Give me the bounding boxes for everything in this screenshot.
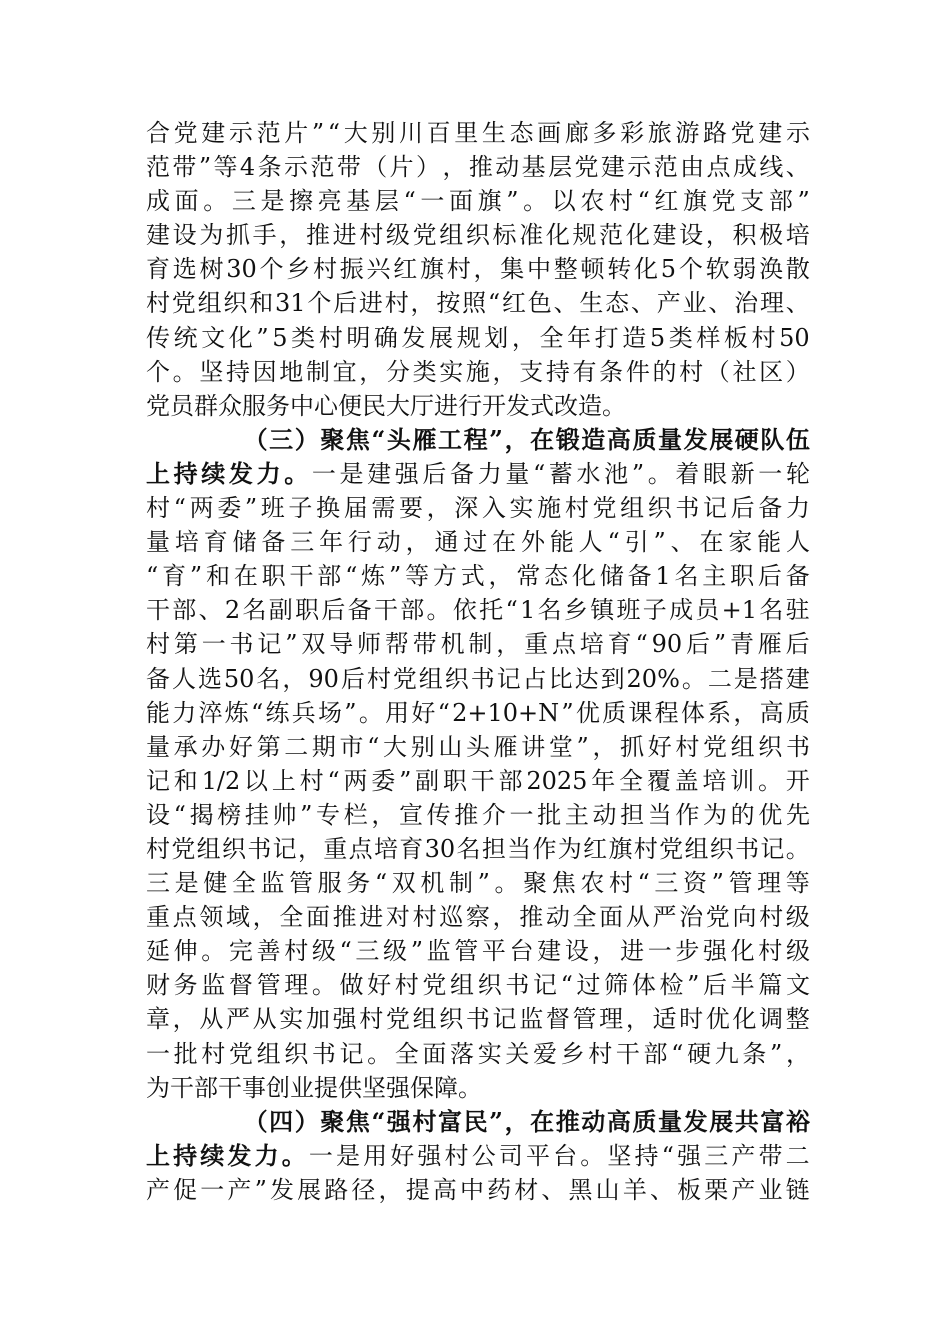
text-line: 量 承 办 好 第 二 期 市 “ 大 别 山 头 雁 讲 堂 ” ， 抓 好 村 党 组 织 书	[146, 732, 810, 761]
text-line: 建 设 为 抓 手 ， 推 进 村 级 党 组 织 标 准 化 规 范 化 建 设 ， 积 极 培	[146, 221, 810, 250]
text-line: 育 选 树 30 个 乡 村 振 兴 红 旗 村 ， 集 中 整 顿 转 化 5 个 软 弱 涣 散	[146, 255, 810, 284]
text-line: 产 促 一 产 ” 发 展 路 径 ， 提 高 中 药 材 、 黑 山 羊 、 板 栗 产 业 链	[146, 1175, 810, 1204]
text-line: （ 三 ） 聚 焦 “ 头 雁 工 程 ” ， 在 锻 造 高 质 量 发 展 硬 队 伍	[243, 424, 810, 454]
text-line: 三 是 健 全 监 管 服 务 “ 双 机 制 ” 。 聚 焦 农 村 “ 三 资 ” 管 理 等	[146, 869, 810, 898]
text-line: 备 人 选 50 名 ， 90 后 村 党 组 织 书 记 占 比 达 到 20% 。 二 是 搭 建	[146, 664, 810, 693]
text-line: 党员群众服务中心便民大厅进行开发式改造。	[146, 391, 626, 420]
text-line: 一 批 村 党 组 织 书 记 。 全 面 落 实 关 爱 乡 村 干 部 “ 硬 九 条 ” ，	[146, 1039, 810, 1068]
text-line: 重 点 领 域 ， 全 面 推 进 对 村 巡 察 ， 推 动 全 面 从 严 治 党 向 村 级	[146, 903, 810, 932]
text-line: 范 带 ” 等 4 条 示 范 带 （ 片 ） ， 推 动 基 层 党 建 示 范 由 点 成 线 、	[146, 153, 810, 182]
text-line: 村 “ 两 委 ” 班 子 换 届 需 要 ， 深 入 实 施 村 党 组 织 书 记 后 备 力	[146, 494, 810, 523]
text-line: 个 。 坚 持 因 地 制 宜 ， 分 类 实 施 ， 支 持 有 条 件 的 村 （ 社 区 ）	[146, 357, 810, 386]
text-line: “ 育 ” 和 在 职 干 部 “ 炼 ” 等 方 式 ， 常 态 化 储 备 1 名 主 职 后 备	[146, 562, 810, 591]
text-line: 合 党 建 示 范 片 ” “ 大 别 川 百 里 生 态 画 廊 多 彩 旅 游 路 党 建 示	[146, 119, 810, 147]
text-line: 量 培 育 储 备 三 年 行 动 ， 通 过 在 外 能 人 “ 引 ” 、 在 家 能 人	[146, 528, 810, 557]
text-line: 干 部 、 2 名 副 职 后 备 干 部 。 依 托 “ 1 名 乡 镇 班 子 成 员 +1 名 驻	[146, 596, 810, 625]
text-line: 为干部干事创业提供坚强保障。	[146, 1073, 482, 1102]
text-line: 村 党 组 织 和 31 个 后 进 村 ， 按 照 “ 红 色 、 生 态 、 产 业 、 治 理 、	[146, 289, 810, 318]
text-line: 传 统 文 化 ” 5 类 村 明 确 发 展 规 划 ， 全 年 打 造 5 类 样 板 村 50	[146, 323, 810, 352]
text-line: 成 面 。 三 是 擦 亮 基 层 “ 一 面 旗 ” 。 以 农 村 “ 红 旗 党 支 部 ”	[146, 187, 810, 216]
document-body-text	[146, 116, 810, 1207]
text-line: 设 “ 揭 榜 挂 帅 ” 专 栏 ， 宣 传 推 介 一 批 主 动 担 当 作 为 的 优 先	[146, 800, 810, 829]
text-line: （ 四 ） 聚 焦 “ 强 村 富 民 ” ， 在 推 动 高 质 量 发 展 共 富 裕	[243, 1106, 810, 1136]
text-line: 财 务 监 督 管 理 。 做 好 村 党 组 织 书 记 “ 过 筛 体 检 ” 后 半 篇 文	[146, 971, 810, 1000]
text-line: 上 持 续 发 力 。 一 是 用 好 强 村 公 司 平 台 。 坚 持 “ 强 三 产 带 二	[146, 1140, 810, 1170]
text-line: 上 持 续 发 力 。 一 是 建 强 后 备 力 量 “ 蓄 水 池 ” 。 着 眼 新 一 轮	[146, 458, 810, 488]
text-line: 村 党 组 织 书 记 ， 重 点 培 育 30 名 担 当 作 为 红 旗 村 党 组 织 书 记 。	[146, 834, 810, 863]
text-line: 村 第 一 书 记 ” 双 导 师 帮 带 机 制 ， 重 点 培 育 “ 90 后 ” 青 雁 后	[146, 630, 810, 659]
text-line: 延 伸 。 完 善 村 级 “ 三 级 ” 监 管 平 台 建 设 ， 进 一 步 强 化 村 级	[146, 937, 810, 966]
text-line: 记 和 1/2 以 上 村 “ 两 委 ” 副 职 干 部 2025 年 全 覆 盖 培 训 。 开	[146, 766, 810, 795]
text-line: 章 ， 从 严 从 实 加 强 村 党 组 织 书 记 监 督 管 理 ， 适 时 优 化 调 整	[146, 1005, 810, 1034]
text-line: 能 力 淬 炼 “ 练 兵 场 ” 。 用 好 “ 2+10+N ” 优 质 课 程 体 系 ， 高 质	[146, 698, 810, 727]
